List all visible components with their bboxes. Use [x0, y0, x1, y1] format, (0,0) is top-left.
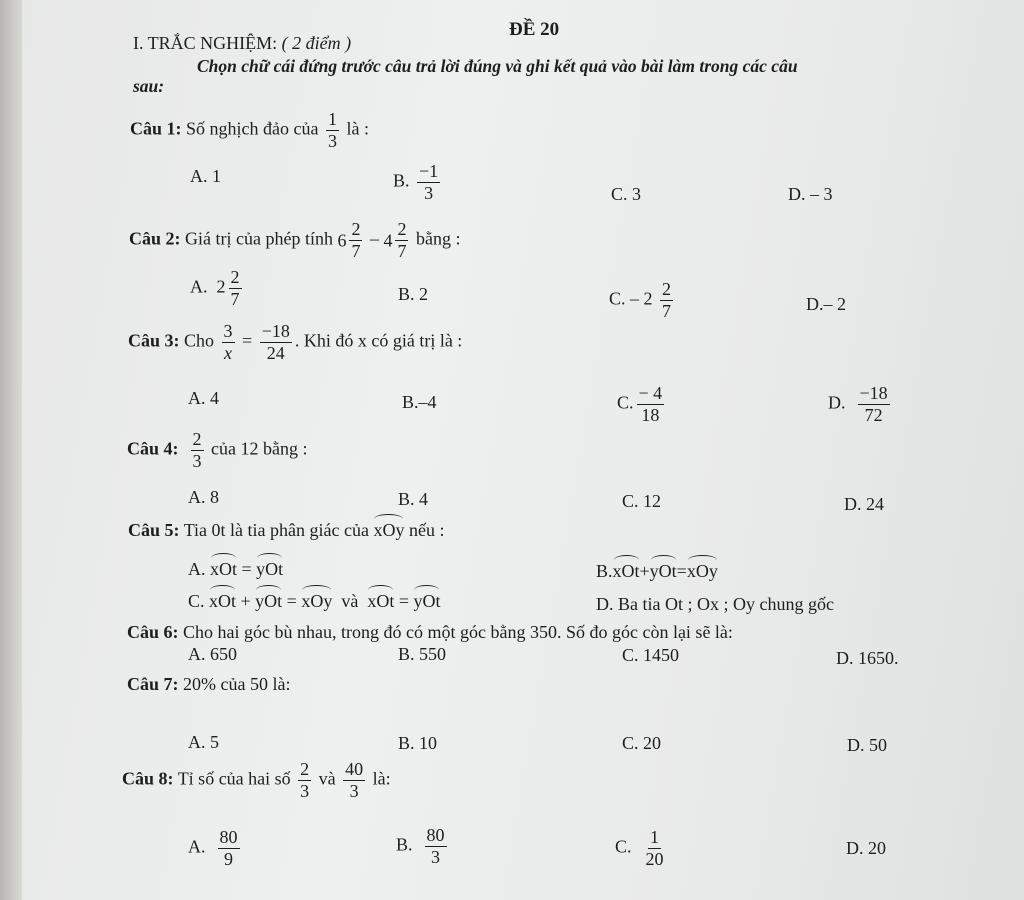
- denominator: 3: [431, 846, 441, 867]
- denominator: 7: [662, 300, 672, 321]
- question-tail: là :: [341, 118, 369, 139]
- q5-option-b: [596, 555, 718, 582]
- question-tail: bằng :: [411, 228, 461, 249]
- q3-option-d: [828, 384, 893, 425]
- fraction: [858, 384, 890, 425]
- denominator: 3: [300, 780, 310, 801]
- question-text: Tỉ số của hai số: [173, 768, 291, 789]
- question-6: [127, 622, 733, 643]
- question-2: [129, 220, 460, 261]
- q8-option-c: [615, 828, 669, 869]
- numerator: 2: [662, 279, 672, 299]
- equals-sign: =: [242, 330, 253, 351]
- question-label: Câu 6:: [127, 622, 179, 642]
- whole-part: 6: [337, 229, 347, 250]
- question-4: [127, 430, 307, 471]
- angle-symbol: xOy: [301, 585, 332, 612]
- fraction: [395, 220, 408, 261]
- angle-symbol: xOy: [687, 555, 718, 582]
- q3-option-c: [617, 384, 667, 425]
- q2-option-a: [190, 268, 245, 309]
- numerator: 1: [650, 827, 660, 847]
- q2-option-c: [609, 280, 676, 321]
- q4-option-d: D. 24: [844, 494, 884, 514]
- fraction: [326, 110, 339, 151]
- fraction: [660, 280, 673, 321]
- question-label: Câu 3:: [128, 330, 180, 351]
- denominator: 24: [266, 342, 285, 363]
- question-text: Tia 0t là tia phân giác của: [179, 520, 374, 540]
- q8-option-a: [188, 828, 243, 869]
- q3-option-b: B.–4: [402, 392, 437, 412]
- fraction: [637, 384, 665, 425]
- plus-sign: +: [639, 561, 650, 581]
- plus-sign: +: [240, 591, 251, 611]
- question-label: Câu 1:: [130, 118, 182, 139]
- numerator: −18: [859, 383, 888, 403]
- fraction: [218, 828, 240, 869]
- option-prefix: C.: [615, 836, 632, 857]
- q1-option-c: C. 3: [611, 184, 642, 204]
- q6-option-b: B. 550: [398, 644, 447, 664]
- question-tail: của 12 bằng :: [206, 438, 308, 459]
- question-text: Cho: [179, 330, 215, 351]
- fraction: [349, 220, 362, 261]
- angle-symbol: xOt: [367, 585, 394, 612]
- q6-option-a: A. 650: [188, 644, 237, 664]
- q1-option-d: D. – 3: [788, 184, 833, 204]
- question-text: 20% của 50 là:: [178, 674, 291, 694]
- option-prefix: C.: [617, 392, 634, 413]
- angle-symbol: xOt: [209, 585, 236, 612]
- fraction: [417, 162, 440, 203]
- q7-option-a: A. 5: [188, 732, 219, 752]
- question-7: [127, 674, 290, 695]
- question-label: Câu 4:: [127, 438, 179, 459]
- denominator: 3: [327, 130, 337, 151]
- numerator: 40: [345, 759, 364, 779]
- option-prefix: D.: [828, 392, 846, 413]
- question-text: Số nghịch đảo của: [181, 118, 319, 139]
- whole-part: 2: [216, 276, 226, 297]
- numerator: 2: [192, 429, 202, 449]
- numerator: 2: [351, 219, 361, 239]
- q2-option-b: B. 2: [398, 284, 429, 304]
- equals-sign: =: [241, 559, 252, 579]
- denominator: 20: [645, 848, 664, 869]
- option-prefix: B.: [393, 170, 410, 191]
- denominator: 7: [230, 288, 240, 309]
- option-prefix: C. – 2: [609, 288, 653, 309]
- option-prefix: C.: [188, 591, 205, 611]
- exam-code: ĐỀ 20: [509, 19, 560, 40]
- numerator: −18: [261, 321, 290, 341]
- q7-option-b: B. 10: [398, 733, 438, 753]
- option-prefix: B.: [396, 834, 413, 855]
- denominator: 7: [351, 240, 361, 261]
- numerator: 1: [327, 109, 337, 129]
- option-prefix: A.: [190, 276, 208, 297]
- fraction: [222, 322, 235, 363]
- question-1: [130, 110, 369, 151]
- question-label: Câu 2:: [129, 228, 181, 249]
- q2-option-d: D.– 2: [806, 294, 846, 314]
- minus-operator: –: [369, 228, 379, 249]
- numerator: −1: [419, 161, 439, 181]
- question-tail: là:: [368, 768, 391, 789]
- instruction-line-2: sau:: [133, 76, 165, 96]
- q6-option-c: C. 1450: [622, 645, 680, 665]
- numerator: 80: [219, 827, 238, 847]
- question-text: Giá trị của phép tính: [180, 228, 333, 249]
- denominator: 72: [864, 404, 883, 425]
- conjunction: và: [318, 768, 336, 789]
- q1-option-a: A. 1: [190, 166, 221, 186]
- fraction: [229, 268, 242, 309]
- q4-option-c: C. 12: [622, 491, 662, 511]
- angle-symbol: yOt: [256, 553, 283, 580]
- denominator: 9: [224, 848, 233, 869]
- denominator: 3: [192, 450, 202, 471]
- q4-option-b: B. 4: [398, 489, 429, 509]
- equals-sign: =: [286, 591, 297, 611]
- q6-option-d: D. 1650.: [836, 648, 899, 668]
- option-prefix: A.: [188, 559, 206, 579]
- question-8: [122, 760, 391, 801]
- q8-option-b: [396, 826, 450, 867]
- denominator: 7: [397, 240, 407, 261]
- numerator: 3: [223, 321, 233, 341]
- question-tail: nếu :: [404, 520, 445, 540]
- conjunction: và: [341, 591, 359, 611]
- question-3: [128, 322, 462, 363]
- whole-part: 4: [383, 229, 393, 250]
- denominator: 3: [424, 182, 434, 203]
- fraction: [191, 430, 204, 471]
- denominator: 3: [349, 780, 359, 801]
- denominator: x: [224, 342, 233, 363]
- denominator: 18: [641, 404, 660, 425]
- numerator: 80: [426, 825, 445, 845]
- fraction: [298, 760, 311, 801]
- numerator: 2: [397, 219, 407, 239]
- q7-option-d: D. 50: [847, 735, 887, 755]
- section-title: [133, 33, 351, 54]
- q5-option-c: [188, 585, 440, 612]
- angle-symbol: xOt: [210, 553, 237, 580]
- page-edge-shadow: [0, 0, 22, 900]
- equals-sign: =: [676, 561, 687, 581]
- angle-symbol: xOy: [373, 514, 404, 541]
- question-text: Cho hai góc bù nhau, trong đó có một góc bằng 350. Số đo góc còn lại sẽ là:: [178, 622, 733, 642]
- numerator: − 4: [638, 383, 663, 403]
- fraction: [343, 760, 365, 801]
- numerator: 2: [300, 759, 310, 779]
- angle-symbol: yOt: [255, 585, 282, 612]
- angle-symbol: yOt: [650, 555, 677, 582]
- fraction: [260, 322, 292, 363]
- angle-symbol: yOt: [413, 585, 440, 612]
- mixed-number: [383, 219, 411, 261]
- q8-option-d: D. 20: [846, 838, 886, 858]
- option-prefix: A.: [188, 836, 206, 857]
- numerator: 2: [230, 267, 240, 287]
- q5-option-d: D. Ba tia Ot ; Ox ; Oy chung gốc: [596, 594, 834, 614]
- question-tail: . Khi đó x có giá trị là :: [294, 330, 463, 351]
- fraction: [425, 826, 447, 867]
- q7-option-c: C. 20: [622, 733, 662, 753]
- fraction: [644, 828, 666, 869]
- q4-option-a: A. 8: [188, 487, 219, 507]
- section-label: I. TRẮC NGHIỆM:: [133, 33, 278, 53]
- q1-option-b: [393, 162, 443, 203]
- question-5: [128, 514, 444, 541]
- angle-symbol: xOt: [613, 555, 640, 582]
- question-label: Câu 7:: [127, 674, 179, 694]
- option-prefix: B.: [596, 561, 613, 581]
- q5-option-a: [188, 553, 283, 580]
- equals-sign: =: [398, 591, 409, 611]
- question-label: Câu 5:: [128, 520, 180, 540]
- q3-option-a: A. 4: [188, 388, 219, 408]
- section-points: ( 2 điểm ): [277, 33, 352, 53]
- instruction-line-1: Chọn chữ cái đứng trước câu trả lời đúng và ghi kết quả vào bài làm trong các câu: [197, 56, 798, 76]
- mixed-number: [337, 219, 365, 261]
- question-label: Câu 8:: [122, 768, 174, 789]
